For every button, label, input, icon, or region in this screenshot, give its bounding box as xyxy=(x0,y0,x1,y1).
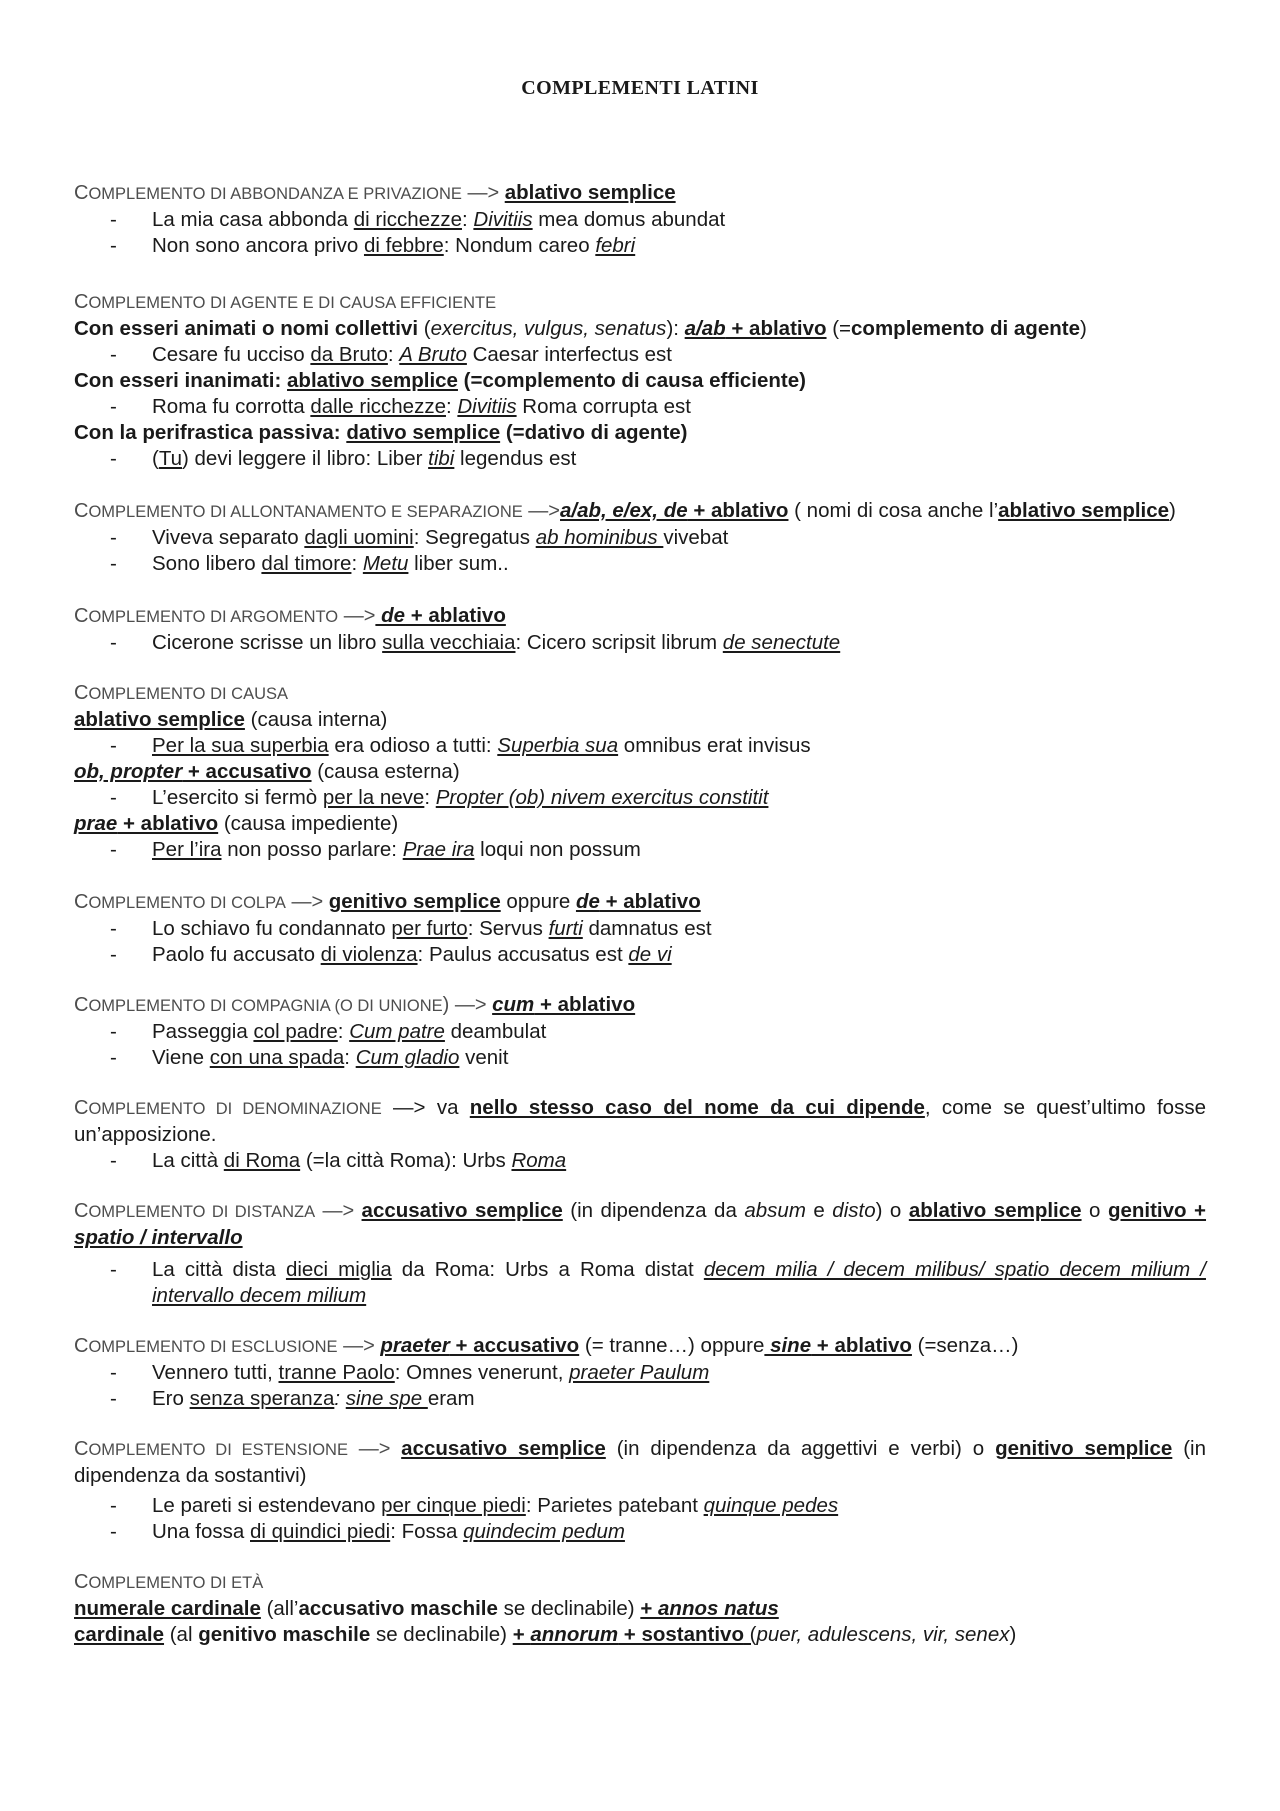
section-heading: COMPLEMENTO DI ETÀ xyxy=(74,1571,264,1593)
section-heading: COMPLEMENTO DI ABBONDANZA E PRIVAZIONE —> ablativo semplice xyxy=(74,181,676,204)
example-item: - L’esercito si fermò per la neve: Propter (ob) nivem exercitus constitit xyxy=(74,785,1206,811)
rule-text: ablativo semplice xyxy=(504,181,676,204)
example-item: - La città di Roma (=la città Roma): Urbs Roma xyxy=(74,1148,1206,1174)
example-item: - Vennero tutti, tranne Paolo: Omnes venerunt, praeter Paulum xyxy=(74,1360,1206,1386)
rule-line: spatio / intervallo xyxy=(74,1226,243,1249)
example-item: - Cicerone scrisse un libro sulla vecchiaia: Cicero scripsit librum de senectute xyxy=(74,630,1206,656)
rule-line: numerale cardinale (all’accusativo maschile se declinabile) + annos natus xyxy=(74,1597,779,1620)
example-item: - Roma fu corrotta dalle ricchezze: Divitiis Roma corrupta est xyxy=(74,394,1206,420)
section-heading: COMPLEMENTO DI COMPAGNIA (O DI UNIONE) —> cum + ablativo xyxy=(74,993,636,1016)
example-item: - Viveva separato dagli uomini: Segregatus ab hominibus vivebat xyxy=(74,525,1206,551)
section-heading: COMPLEMENTO DI ESCLUSIONE —> praeter + accusativo (= tranne…) oppure sine + ablativo (=senza…) xyxy=(74,1334,1019,1357)
section-abbondanza xyxy=(74,180,1206,259)
example-item: - Ero senza speranza: sine spe eram xyxy=(74,1386,1206,1412)
rule-line: ablativo semplice (causa interna) xyxy=(74,708,388,731)
rule-line: ob, propter + accusativo (causa esterna) xyxy=(74,760,460,783)
example-item: - Per l’ira non posso parlare: Prae ira loqui non possum xyxy=(74,837,1206,863)
section-heading: COMPLEMENTO DI ESTENSIONE —> accusativo semplice (in dipendenza da aggettivi e verbi) o genitivo semplice (in xyxy=(74,1437,1206,1460)
rule-line: cardinale (al genitivo maschile se declinabile) + annorum + sostantivo (puer, adulescens, vir, senex) xyxy=(74,1623,1017,1646)
section-colpa xyxy=(74,889,1206,968)
section-heading: COMPLEMENTO DI DENOMINAZIONE —> va nello stesso caso del nome da cui dipende, come se quest’ultimo fosse xyxy=(74,1096,1206,1119)
example-item: - Per la sua superbia era odioso a tutti: Superbia sua omnibus erat invisus xyxy=(74,733,1206,759)
section-heading: COMPLEMENTO DI AGENTE E DI CAUSA EFFICIENTE xyxy=(74,291,497,313)
section-agente xyxy=(74,289,1206,472)
section-compagnia xyxy=(74,992,1206,1071)
example-item: - Passeggia col padre: Cum patre deambulat xyxy=(74,1019,1206,1045)
section-heading: COMPLEMENTO DI DISTANZA —> accusativo semplice (in dipendenza da absum e disto) o ablativo semplice o genitivo + xyxy=(74,1199,1207,1222)
rule-line: Con esseri animati o nomi collettivi (exercitus, vulgus, senatus): a/ab + ablativo (=complemento di agente) xyxy=(74,317,1087,340)
example-item: - La mia casa abbonda di ricchezze: Divitiis mea domus abundat xyxy=(74,207,1206,233)
section-heading: COMPLEMENTO DI ALLONTANAMENTO E SEPARAZIONE —>a/ab, e/ex, de + ablativo ( nomi di cosa anche l’ablativo semplice) xyxy=(74,499,1176,522)
section-allontanamento xyxy=(74,498,1206,577)
example-item: - Lo schiavo fu condannato per furto: Servus furti damnatus est xyxy=(74,916,1206,942)
section-distanza xyxy=(74,1198,1206,1309)
example-item: - La città dista dieci miglia da Roma: Urbs a Roma distat decem milia / decem milibus/ spatio decem milium / xyxy=(74,1257,1206,1283)
example-item: - Una fossa di quindici piedi: Fossa quindecim pedum xyxy=(74,1519,1206,1545)
section-denominazione xyxy=(74,1095,1206,1174)
page-title: COMPLEMENTI LATINI xyxy=(521,77,759,99)
section-causa xyxy=(74,680,1206,863)
section-eta xyxy=(74,1569,1206,1648)
section-esclusione xyxy=(74,1333,1206,1412)
example-continuation: intervallo decem milium xyxy=(152,1284,367,1307)
rule-line: un’apposizione. xyxy=(74,1123,217,1146)
rule-line: Con esseri inanimati: ablativo semplice (=complemento di causa efficiente) xyxy=(74,369,806,392)
example-item: - Non sono ancora privo di febbre: Nondum careo febri xyxy=(74,233,1206,259)
section-estensione xyxy=(74,1436,1206,1545)
section-argomento xyxy=(74,603,1206,656)
rule-line: Con la perifrastica passiva: dativo semplice (=dativo di agente) xyxy=(74,421,688,444)
example-item: - Viene con una spada: Cum gladio venit xyxy=(74,1045,1206,1071)
section-heading: COMPLEMENTO DI ARGOMENTO —> de + ablativo xyxy=(74,604,506,627)
example-item: - Sono libero dal timore: Metu liber sum.. xyxy=(74,551,1206,577)
example-item: - Cesare fu ucciso da Bruto: A Bruto Caesar interfectus est xyxy=(74,342,1206,368)
example-item: - Le pareti si estendevano per cinque piedi: Parietes patebant quinque pedes xyxy=(74,1493,1206,1519)
example-item: - (Tu) devi leggere il libro: Liber tibi legendus est xyxy=(74,446,1206,472)
section-heading: COMPLEMENTO DI CAUSA xyxy=(74,682,289,704)
rule-line: dipendenza da sostantivi) xyxy=(74,1464,307,1487)
example-item: - Paolo fu accusato di violenza: Paulus accusatus est de vi xyxy=(74,942,1206,968)
section-heading: COMPLEMENTO DI COLPA —> genitivo semplice oppure de + ablativo xyxy=(74,890,701,913)
rule-line: prae + ablativo (causa impediente) xyxy=(74,812,399,835)
